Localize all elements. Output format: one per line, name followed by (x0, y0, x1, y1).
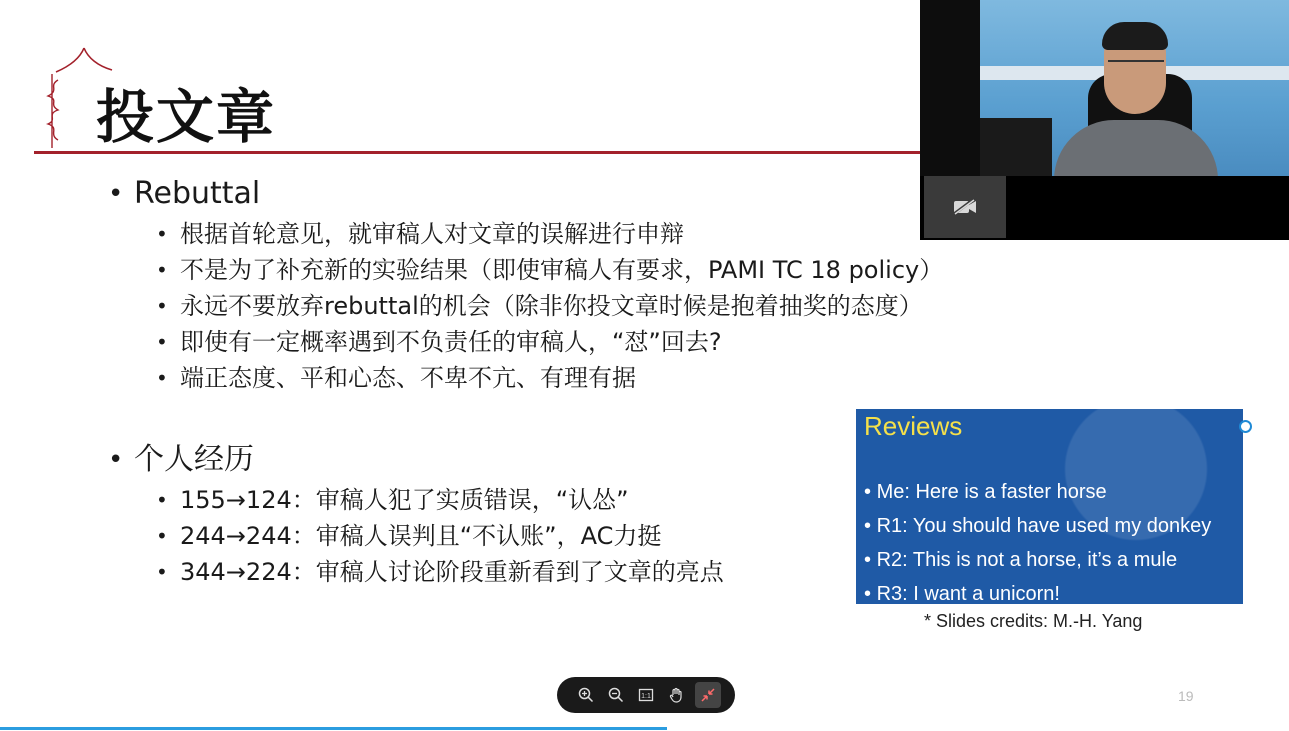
pan-button[interactable] (665, 684, 687, 706)
zoom-in-icon (578, 687, 594, 703)
slide-credits: * Slides credits: M.-H. Yang (924, 611, 1143, 631)
page-number: 19 (1178, 688, 1194, 704)
review-item: • R3: I want a unicorn! (864, 577, 1211, 611)
resize-handle[interactable] (1239, 420, 1252, 433)
presenter-video[interactable] (920, 0, 1289, 240)
camera-off-icon (952, 198, 978, 216)
exit-fullscreen-button[interactable] (695, 682, 721, 708)
exit-fullscreen-icon (700, 687, 716, 703)
title-divider (34, 151, 924, 154)
sub-bullet: • 即使有一定概率遇到不负责任的审稿人，“怼”回去? (156, 324, 1068, 360)
bullet-rebuttal: • Rebuttal (108, 172, 1068, 216)
playback-progress-bar[interactable] (0, 727, 667, 730)
actual-size-button[interactable] (635, 684, 657, 706)
actual-size-icon (638, 687, 654, 703)
actual-size-label: 1:1 (641, 693, 651, 700)
slide-title: 投文章 (96, 83, 277, 151)
review-item: • R1: You should have used my donkey (864, 509, 1211, 543)
reviews-image[interactable] (856, 409, 1243, 604)
zoom-out-icon (608, 687, 624, 703)
zoom-out-button[interactable] (605, 684, 627, 706)
bullet-personal-experience: • 个人经历 (108, 438, 1068, 482)
sub-bullet: • 端正态度、平和心态、不卑不亢、有理有据 (156, 360, 1068, 396)
sub-bullet: • 不是为了补充新的实验结果（即使审稿人有要求，PAMI TC 18 policy） (156, 252, 1068, 288)
sub-bullet: • 244→244：审稿人误判且“不认账”，AC力挺 (156, 518, 1068, 554)
review-item: • Me: Here is a faster horse (864, 475, 1211, 509)
sub-bullet: • 155→124：审稿人犯了实质错误，“认怂” (156, 482, 1068, 518)
camera-toggle-button[interactable] (924, 176, 1006, 238)
review-item: • R2: This is not a horse, it’s a mule (864, 543, 1211, 577)
zoom-in-button[interactable] (575, 684, 597, 706)
reviews-title: Reviews (864, 411, 963, 441)
pan-hand-icon (668, 687, 684, 703)
sub-bullet: • 根据首轮意见，就审稿人对文章的误解进行申辩 (156, 216, 1068, 252)
viewer-toolbar (557, 677, 735, 713)
reviews-list (864, 475, 1211, 611)
sub-bullet: • 344→224：审稿人讨论阶段重新看到了文章的亮点 (156, 554, 1068, 590)
sub-bullet: • 永远不要放弃rebuttal的机会（除非你投文章时候是抱着抽奖的态度） (156, 288, 1068, 324)
